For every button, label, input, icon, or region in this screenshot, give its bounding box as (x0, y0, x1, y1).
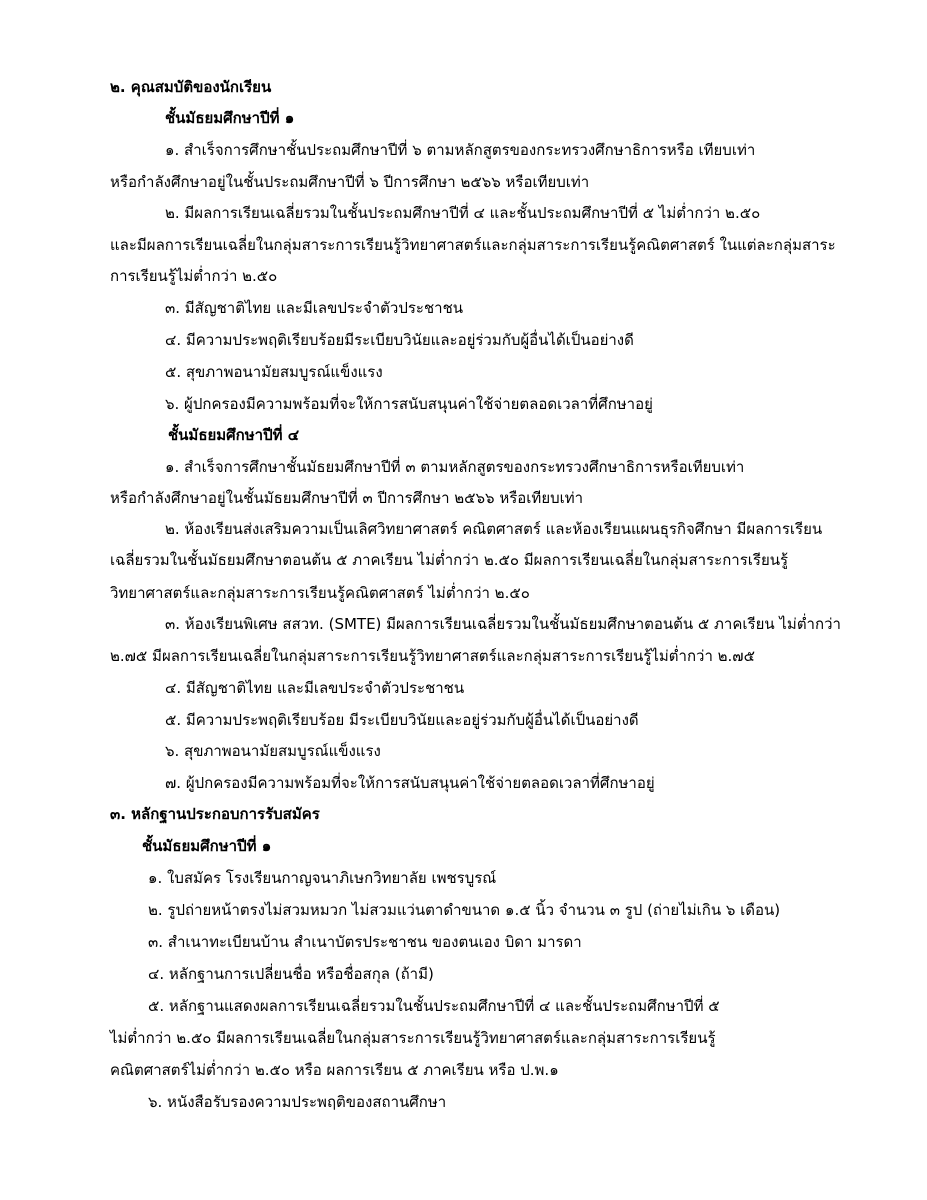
section-heading: ๓. หลักฐานประกอบการรับสมัคร (110, 805, 320, 823)
paragraph-line: ๑. สำเร็จการศึกษาชั้นมัธยมศึกษาปีที่ ๓ ตามหลักสูตรของกระทรวงศึกษาธิการหรือเทียบเท่า (165, 458, 745, 476)
subheading-m1: ชั้นมัธยมศึกษาปีที่ ๑ (142, 837, 272, 855)
paragraph-line: วิทยาศาสตร์และกลุ่มสาระการเรียนรู้คณิตศาสตร์ ไม่ต่ำกว่า ๒.๕๐ (110, 584, 530, 602)
paragraph-line: เฉลี่ยรวมในชั้นมัธยมศึกษาตอนต้น ๕ ภาคเรียน ไม่ต่ำกว่า ๒.๕๐ มีผลการเรียนเฉลี่ยในกลุ่มสาระการเรียนรู้ (110, 551, 789, 569)
paragraph-line: ไม่ต่ำกว่า ๒.๕๐ มีผลการเรียนเฉลี่ยในกลุ่มสาระการเรียนรู้วิทยาศาสตร์และกลุ่มสาระการเรียนรู้ (110, 1029, 716, 1047)
paragraph-line: ๒. มีผลการเรียนเฉลี่ยรวมในชั้นประถมศึกษาปีที่ ๔ และชั้นประถมศึกษาปีที่ ๕ ไม่ต่ำกว่า ๒.๕๐ (165, 204, 761, 222)
paragraph-line: ๔. หลักฐานการเปลี่ยนชื่อ หรือชื่อสกุล (ถ้ามี) (148, 965, 434, 983)
paragraph-line: ๓. สำเนาทะเบียนบ้าน สำเนาบัตรประชาชน ของตนเอง บิดา มารดา (148, 933, 582, 951)
paragraph-line: ๕. หลักฐานแสดงผลการเรียนเฉลี่ยรวมในชั้นประถมศึกษาปีที่ ๔ และชั้นประถมศึกษาปีที่ ๕ (148, 997, 720, 1015)
subheading-m4: ชั้นมัธยมศึกษาปีที่ ๔ (168, 426, 300, 444)
paragraph-line: คณิตศาสตร์ไม่ต่ำกว่า ๒.๕๐ หรือ ผลการเรียน ๕ ภาคเรียน หรือ ป.พ.๑ (110, 1061, 559, 1079)
paragraph-line: ๕. มีความประพฤติเรียบร้อย มีระเบียบวินัยและอยู่ร่วมกับผู้อื่นได้เป็นอย่างดี (165, 711, 639, 729)
paragraph-line: ๑. สำเร็จการศึกษาชั้นประถมศึกษาปีที่ ๖ ตามหลักสูตรของกระทรวงศึกษาธิการหรือ เทียบเท่า (165, 141, 756, 159)
paragraph-line: ๖. หนังสือรับรองความประพฤติของสถานศึกษา (148, 1093, 447, 1111)
paragraph-line: ๖. สุขภาพอนามัยสมบูรณ์แข็งแรง (165, 742, 381, 760)
paragraph-line: การเรียนรู้ไม่ต่ำกว่า ๒.๕๐ (110, 267, 278, 285)
paragraph-line: หรือกำลังศึกษาอยู่ในชั้นประถมศึกษาปีที่ ๖ ปีการศึกษา ๒๕๖๖ หรือเทียบเท่า (110, 173, 590, 191)
paragraph-line: ๒. รูปถ่ายหน้าตรงไม่สวมหมวก ไม่สวมแว่นตาดำขนาด ๑.๕ นิ้ว จำนวน ๓ รูป (ถ่ายไม่เกิน ๖ เดือน) (148, 901, 781, 919)
paragraph-line: ๗. ผู้ปกครองมีความพร้อมที่จะให้การสนับสนุนค่าใช้จ่ายตลอดเวลาที่ศึกษาอยู่ (165, 774, 655, 792)
paragraph-line: ๒. ห้องเรียนส่งเสริมความเป็นเลิศวิทยาศาสตร์ คณิตศาสตร์ และห้องเรียนแผนธุรกิจศึกษา มีผลการเรียน (165, 520, 823, 538)
paragraph-line: ๕. สุขภาพอนามัยสมบูรณ์แข็งแรง (165, 363, 383, 381)
paragraph-line: ๖. ผู้ปกครองมีความพร้อมที่จะให้การสนับสนุนค่าใช้จ่ายตลอดเวลาที่ศึกษาอยู่ (165, 395, 653, 413)
subheading-m1: ชั้นมัธยมศึกษาปีที่ ๑ (165, 109, 295, 127)
paragraph-line: ๓. มีสัญชาติไทย และมีเลขประจำตัวประชาชน (165, 299, 464, 317)
paragraph-line: ๓. ห้องเรียนพิเศษ สสวท. (SMTE) มีผลการเรียนเฉลี่ยรวมในชั้นมัธยมศึกษาตอนต้น ๕ ภาคเรียน ไม่ต่ำกว่า (165, 615, 841, 633)
paragraph-line: หรือกำลังศึกษาอยู่ในชั้นมัธยมศึกษาปีที่ ๓ ปีการศึกษา ๒๕๖๖ หรือเทียบเท่า (110, 489, 584, 507)
paragraph-line: ๔. มีสัญชาติไทย และมีเลขประจำตัวประชาชน (165, 679, 465, 697)
paragraph-line: ๔. มีความประพฤติเรียบร้อยมีระเบียบวินัยและอยู่ร่วมกับผู้อื่นได้เป็นอย่างดี (165, 331, 634, 349)
paragraph-line: และมีผลการเรียนเฉลี่ยในกลุ่มสาระการเรียนรู้วิทยาศาสตร์และกลุ่มสาระการเรียนรู้คณิตศาสตร์ ในแต่ละกลุ่มสาระ (110, 236, 836, 254)
paragraph-line: ๑. ใบสมัคร โรงเรียนกาญจนาภิเษกวิทยาลัย เพชรบูรณ์ (148, 869, 497, 887)
paragraph-line: ๒.๗๕ มีผลการเรียนเฉลี่ยในกลุ่มสาระการเรียนรู้วิทยาศาสตร์และกลุ่มสาระการเรียนรู้ไม่ต่ำกว่า ๒.๗๕ (110, 647, 755, 665)
section-heading: ๒. คุณสมบัติของนักเรียน (110, 78, 272, 96)
